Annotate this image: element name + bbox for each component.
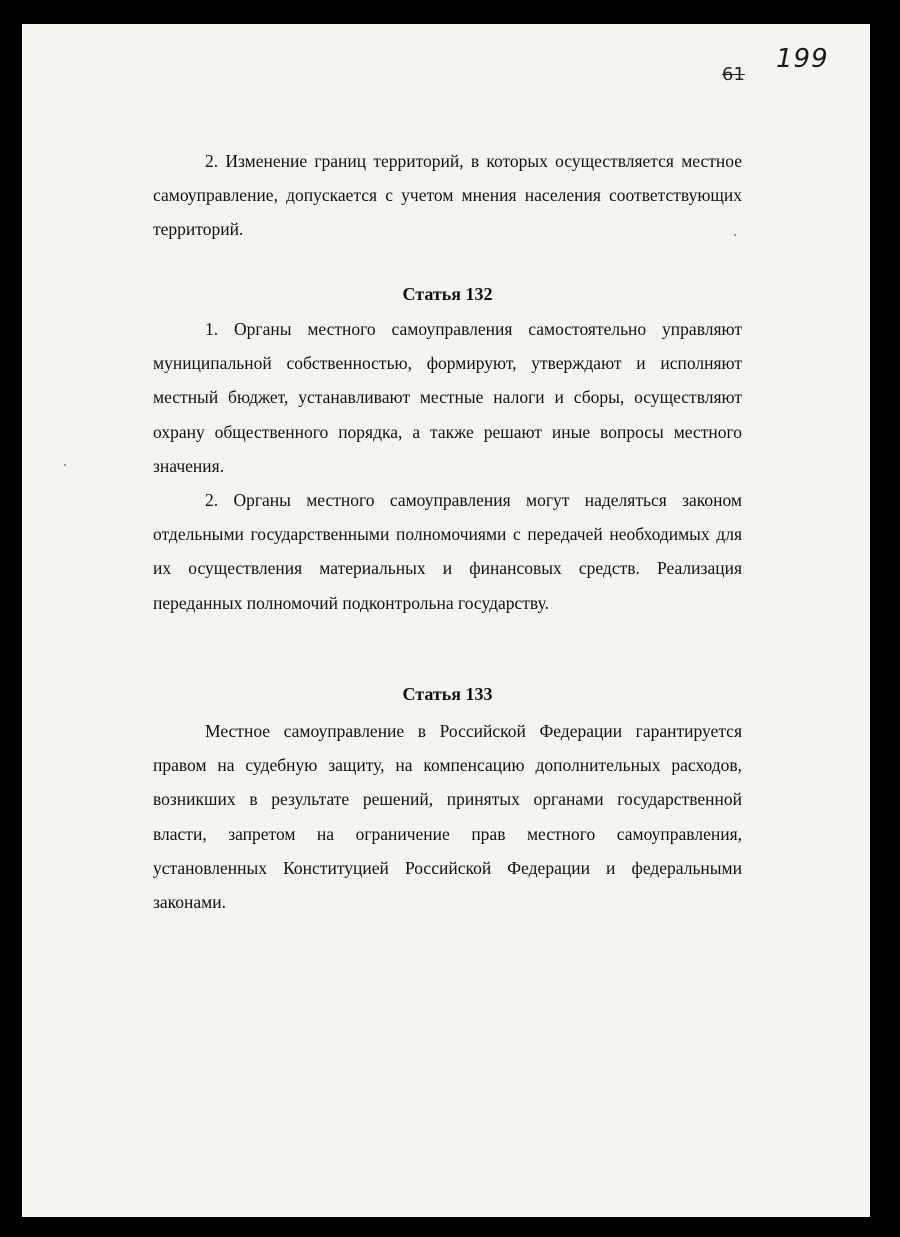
paragraph: 1. Органы местного самоуправления самостоятельно управляют муниципальной собственностью, формируют, утверждают и исполняют местный бюджет, устанавливают местные налоги и сборы, осуществляют охрану общественного порядка, а также решают иные вопросы местного значения. xyxy=(153,319,742,476)
article-132-body xyxy=(153,312,742,620)
page-number: 61 xyxy=(722,64,745,85)
paragraph: Местное самоуправление в Российской Федерации гарантируется правом на судебную защиту, на компенсацию дополнительных расходов, возникших в результате решений, принятых органами государственной власти, запретом на ограничение прав местного самоуправления, установленных Конституцией Российской Федерации и федеральными законами. xyxy=(153,721,742,913)
article-133-body xyxy=(153,714,742,919)
article-132-heading: Статья 132 xyxy=(402,284,493,304)
scan-speck xyxy=(64,464,66,466)
article-133-heading: Статья 133 xyxy=(402,684,493,704)
archive-number: 199 xyxy=(776,44,829,74)
paragraph: 2. Изменение границ территорий, в которых осуществляется местное самоуправление, допускается с учетом мнения населения соответствующих территорий. xyxy=(153,151,742,240)
section-intro xyxy=(153,144,742,247)
paragraph: 2. Органы местного самоуправления могут наделяться законом отдельными государственными полномочиями с передачей необходимых для их осуществления материальных и финансовых средств. Реализация переданных полномочий подконтрольна государству. xyxy=(153,490,742,613)
